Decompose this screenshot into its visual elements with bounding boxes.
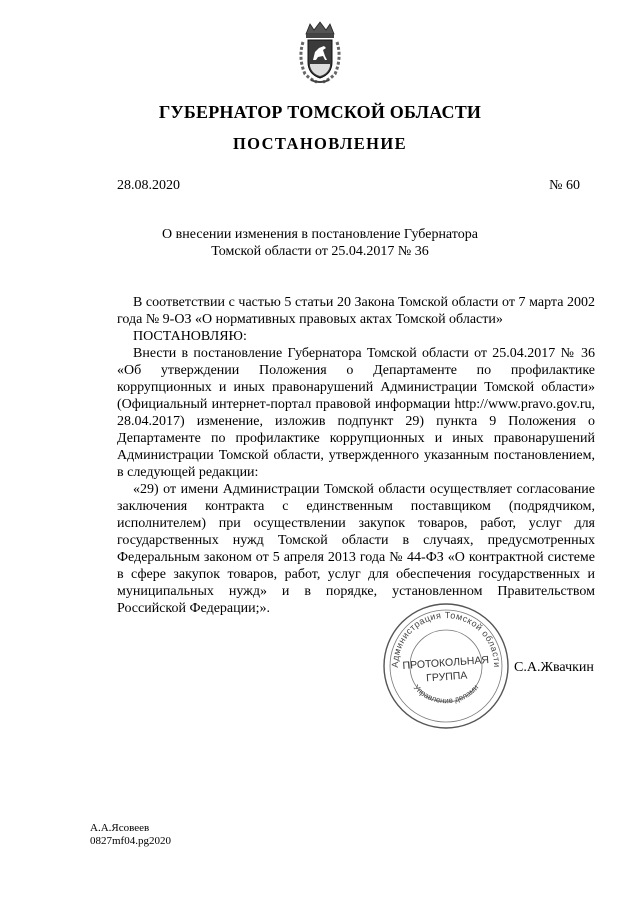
stamp-line-2: ГРУППА (425, 669, 468, 685)
stamp-line-1: ПРОТОКОЛЬНАЯ (402, 654, 490, 673)
document-date: 28.08.2020 (117, 178, 180, 193)
document-footer (90, 822, 171, 848)
svg-text:Управление делами (412, 683, 480, 705)
document-body (117, 294, 595, 617)
stamp-outer-text: Администрация Томской области (389, 609, 503, 668)
document-subject (140, 226, 500, 260)
tomsk-coat-of-arms-icon (297, 20, 343, 86)
issuing-authority: ГУБЕРНАТОР ТОМСКОЙ ОБЛАСТИ (158, 102, 482, 122)
footer-author: А.А.Ясовеев (90, 822, 150, 834)
official-stamp (380, 600, 512, 732)
footer-code: 0827mf04.pg2020 (90, 835, 171, 847)
signatory-name: С.А.Жвачкин (514, 660, 594, 675)
preamble-paragraph: В соответствии с частью 5 статьи 20 Закона Томской области от 7 марта 2002 года № 9-ОЗ «О нормативных правовых актах Томской области» (117, 295, 595, 327)
new-wording-paragraph: «29) от имени Администрации Томской области осуществляет согласование заключения контракта с единственным поставщиком (подрядчиком, исполнителем) при осуществлении закупок товаров, работ, услуг для государственных нужд Томской области в случаях, предусмотренных Федеральным законом от 5 апреля 2013 года № 44-ФЗ «О контрактной системе в сфере закупок товаров, работ, услуг для обеспечения государственных и муниципальных нужд» и в порядке, установленном Правительством Российской Федерации;». (117, 482, 595, 616)
document-type: ПОСТАНОВЛЕНИЕ (232, 134, 408, 153)
amendment-paragraph: Внести в постановление Губернатора Томской области от 25.04.2017 № 36 «Об утверждении Положения о Департаменте по профилактике коррупционных и иных правонарушений Администрации Томской области» (Официальный интернет-портал правовой информации http://www.pravo.gov.ru, 28.04.2017) изменение, изложив подпункт 29) пункта 9 Положения о Департаменте по профилактике коррупционных и иных правонарушений Администрации Томской области, утвержденного указанным постановлением, в следующей редакции: (117, 346, 595, 480)
subject-line-1: О внесении изменения в постановление Губернатора (162, 227, 478, 242)
document-number: № 60 (549, 178, 580, 193)
subject-line-2: Томской области от 25.04.2017 № 36 (211, 244, 429, 259)
stamp-bottom-text: Управление делами (411, 682, 481, 706)
resolution-word: ПОСТАНОВЛЯЮ: (133, 329, 247, 344)
